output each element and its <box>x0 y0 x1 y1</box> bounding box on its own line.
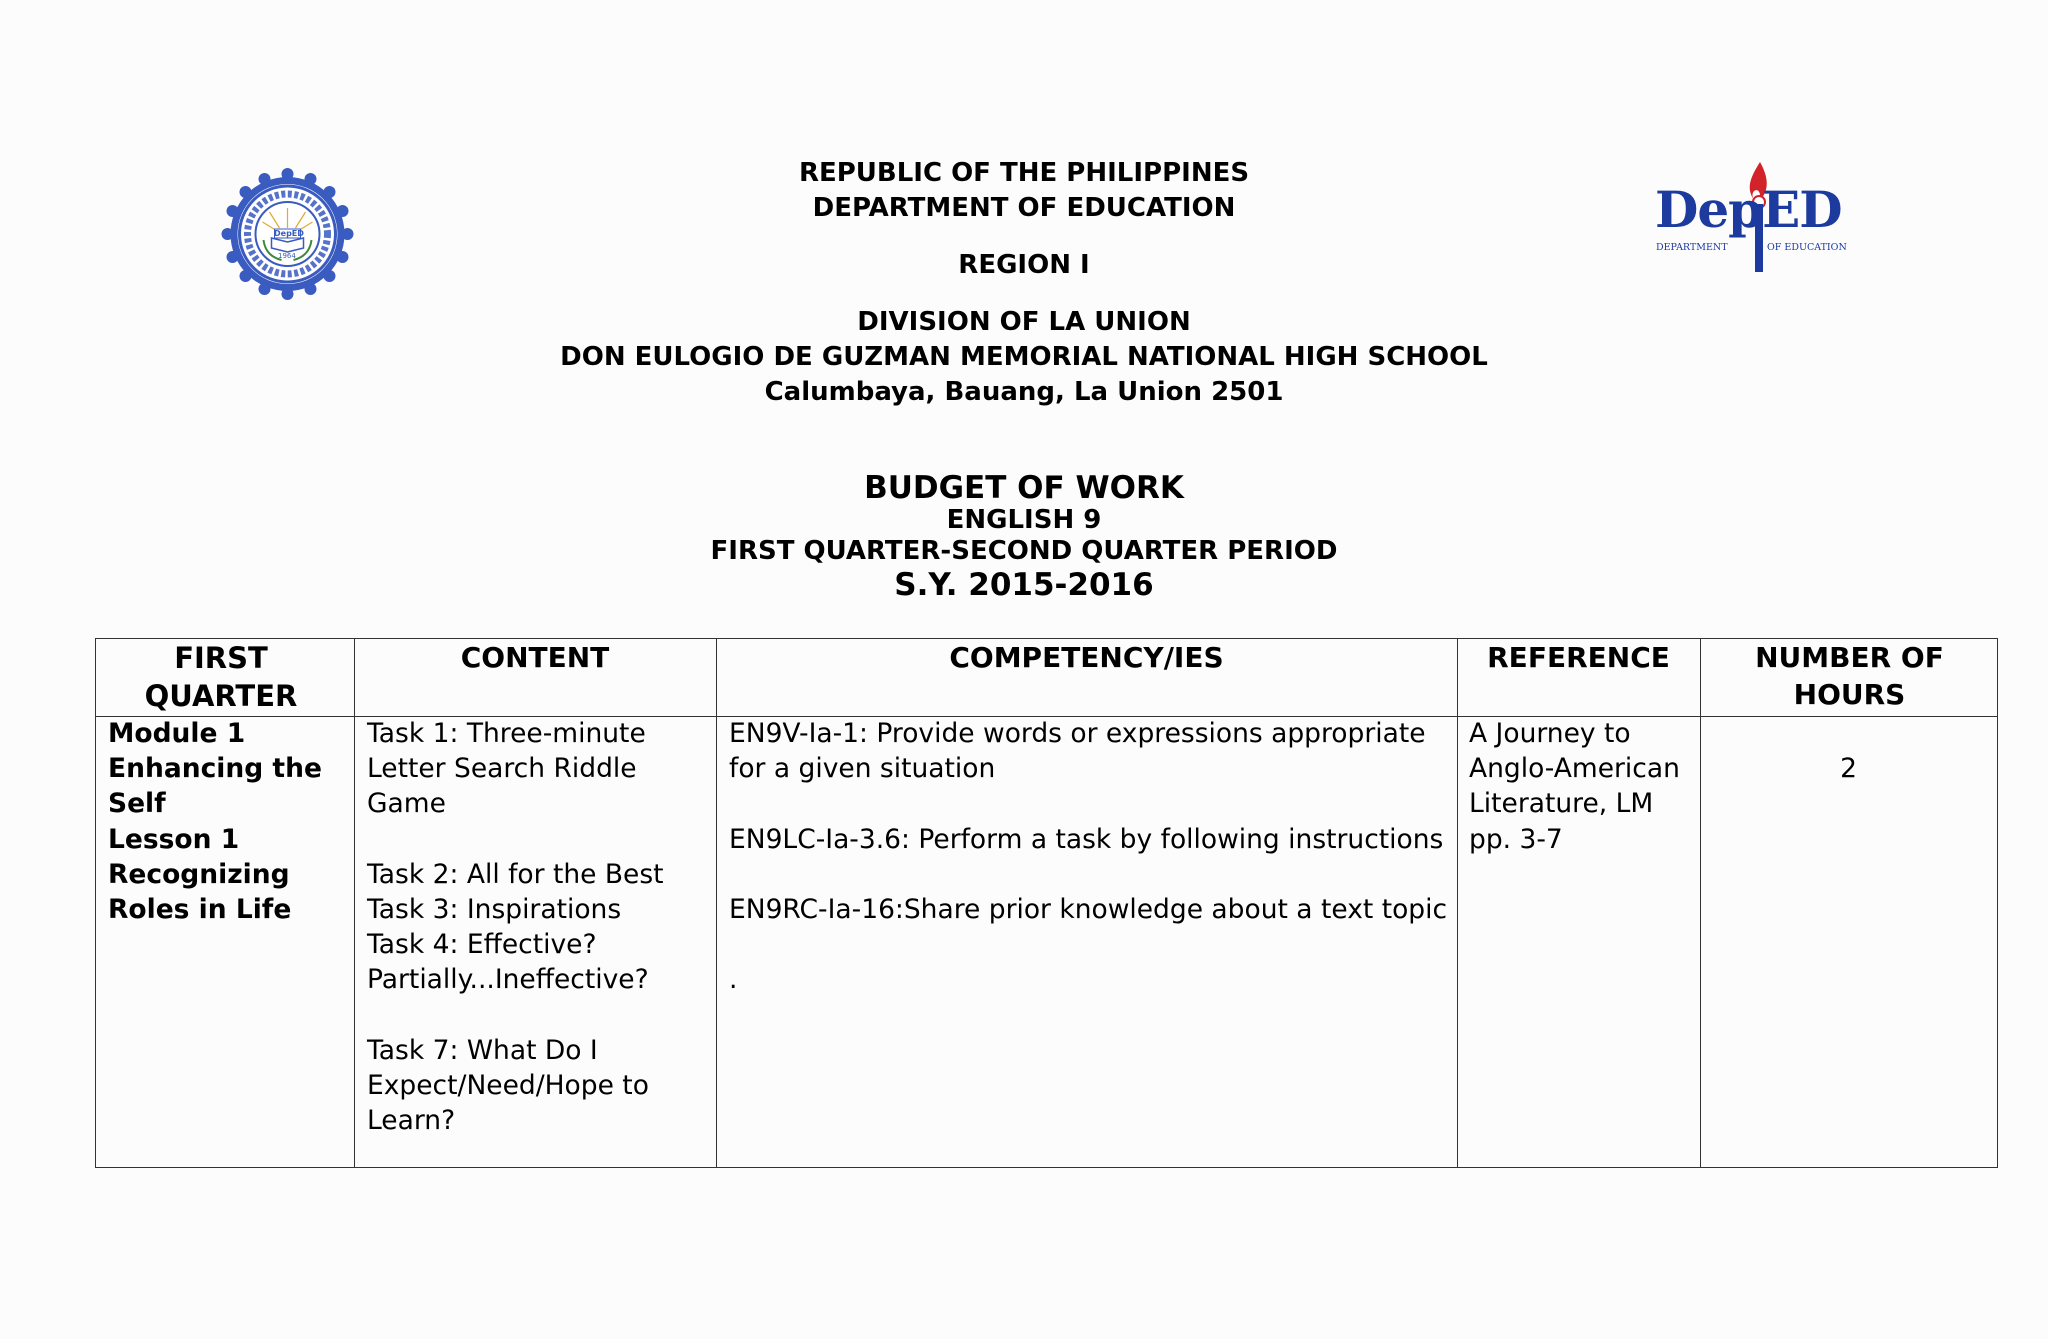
cell-hours: 2 <box>1840 753 1857 784</box>
deped-subtitle-right: OF EDUCATION <box>1767 242 1847 253</box>
cell-competency: EN9V-Ia-1: Provide words or expressions appropriate for a given situation EN9LC-Ia-3.6: Perform a task by following instructions EN9RC-Ia-16:Share prior knowledge about a text topic . <box>729 718 1448 996</box>
seal-center-text: DepED <box>274 229 304 238</box>
header-address: Calumbaya, Bauang, La Union 2501 <box>764 377 1284 407</box>
budget-table <box>95 638 1998 1168</box>
deped-wordmark: DepED <box>1655 180 1842 239</box>
cell-quarter: Module 1 Enhancing the Self Lesson 1 Recognizing Roles in Life <box>108 718 322 926</box>
column-header-reference: REFERENCE <box>1487 641 1670 674</box>
column-header-competency: COMPETENCY/IES <box>949 641 1224 674</box>
document-period: FIRST QUARTER-SECOND QUARTER PERIOD <box>710 536 1338 566</box>
header-department: DEPARTMENT OF EDUCATION <box>812 193 1236 223</box>
column-header-content: CONTENT <box>460 641 610 674</box>
cell-reference: A Journey to Anglo-American Literature, LM pp. 3-7 <box>1469 718 1680 855</box>
column-header-quarter: FIRST QUARTER <box>144 641 298 713</box>
column-header-hours: NUMBER OF HOURS <box>1755 641 1944 711</box>
document-title: BUDGET OF WORK <box>864 470 1184 506</box>
document-school-year: S.Y. 2015-2016 <box>894 567 1154 603</box>
cell-content: Task 1: Three-minute Letter Search Riddle Game Task 2: All for the Best Task 3: Inspirations Task 4: Effective? Partially...Ineffective? Task 7: What Do I Expect/Need/Hope to Learn? <box>367 718 664 1137</box>
header-region: REGION I <box>958 250 1090 280</box>
header-republic: REPUBLIC OF THE PHILIPPINES <box>798 158 1250 188</box>
deped-subtitle-left: DEPARTMENT <box>1656 242 1728 253</box>
header-school: DON EULOGIO DE GUZMAN MEMORIAL NATIONAL HIGH SCHOOL <box>560 342 1488 372</box>
document-subject: ENGLISH 9 <box>946 505 1102 535</box>
header-division: DIVISION OF LA UNION <box>857 307 1191 337</box>
seal-year: 1964 <box>278 252 296 260</box>
